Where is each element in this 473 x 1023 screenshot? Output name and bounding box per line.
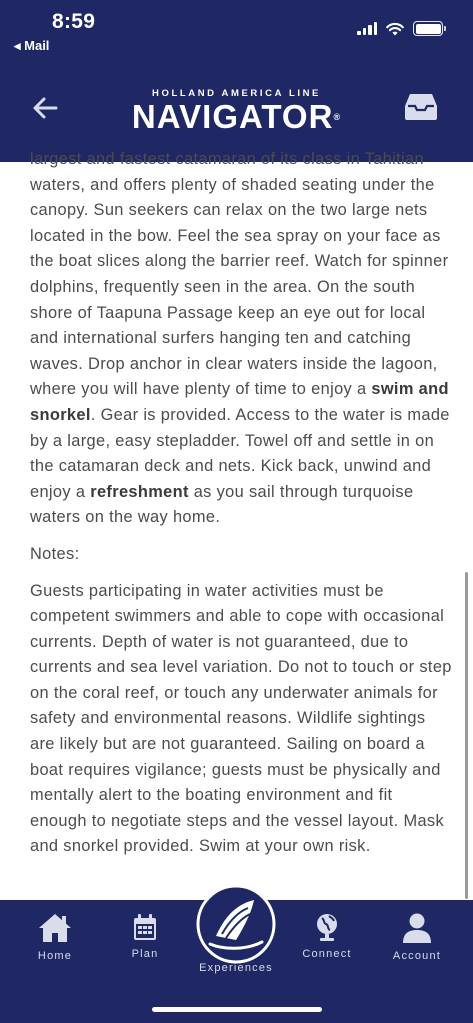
brand-top-text: HOLLAND AMERICA LINE <box>152 88 321 99</box>
tab-connect[interactable] <box>287 912 367 960</box>
tab-connect-label: Connect <box>302 948 352 960</box>
status-bar <box>0 0 473 66</box>
tab-experiences-label[interactable]: Experiences <box>199 962 273 974</box>
person-icon <box>401 912 433 944</box>
registered-mark: ® <box>333 112 342 122</box>
description-text-3: as you sail through turquoise waters on the way home. <box>30 482 414 527</box>
notes-paragraph: Guests participating in water activities must be competent swimmers and able to cope with occasional currents. Depth of water is not guaranteed, due to currents and sea level variation. Do not to touch or step on the coral reef, or touch any underwater animals for safety and environmental reasons. Wildlife sightings are likely but are not guaranteed. Sailing on board a boat requires vigilance; guests must be physically and mentally alert to the boating environment and fit enough to negotiate steps and the vessel layout. Mask and snorkel provided. Swim at your own risk. <box>30 581 452 856</box>
tab-home-label: Home <box>37 950 73 962</box>
globe-icon <box>314 912 340 942</box>
excursion-text <box>30 147 452 871</box>
tab-home[interactable] <box>15 912 95 962</box>
notes-heading: Notes: <box>30 544 80 563</box>
status-icons <box>357 21 443 36</box>
tab-plan[interactable] <box>105 912 185 960</box>
status-time: 8:59 <box>52 10 96 33</box>
brand-main-word: NAVIGATOR <box>131 98 334 135</box>
home-icon <box>37 912 73 944</box>
description-text-2: . Gear is provided. Access to the water is made by a large, easy stepladder. Towel off and settle in on the catamaran deck and nets. Kick back, unwind and enjoy a <box>30 405 450 501</box>
inbox-icon[interactable] <box>403 92 439 122</box>
wifi-icon <box>386 22 404 36</box>
battery-icon <box>413 21 443 36</box>
home-indicator[interactable] <box>152 1007 322 1012</box>
scrollbar[interactable] <box>465 572 468 899</box>
cut-line: largest and fastest catamaran of its class in Tahitian <box>30 150 424 168</box>
excursion-details[interactable] <box>0 150 473 900</box>
cellular-signal-icon <box>357 22 377 35</box>
tab-plan-label: Plan <box>131 948 159 960</box>
ship-icon[interactable] <box>196 884 276 964</box>
back-to-mail-link[interactable]: ◂ Mail <box>14 38 50 53</box>
tab-account-label: Account <box>392 950 442 962</box>
calendar-icon <box>132 912 158 942</box>
description-paragraph <box>30 147 452 531</box>
description-text-1: waters, and offers plenty of shaded seating under the canopy. Sun seekers can relax on the two large nets located in the bow. Feel the sea spray on your face as the boat slices along the barrier reef. Watch for spinner dolphins, frequently seen in the area. On the south shore of Taapuna Passage keep an eye out for local and international surfers hanging ten and catching waves. Drop anchor in clear waters inside the lagoon, where you will have plenty of time to enjoy a <box>30 175 449 399</box>
highlight-refreshment: refreshment <box>90 482 189 501</box>
tab-account[interactable] <box>377 912 457 962</box>
highlight-swim-snorkel: swim and snorkel <box>30 380 449 424</box>
bottom-tab-bar <box>0 900 473 1023</box>
